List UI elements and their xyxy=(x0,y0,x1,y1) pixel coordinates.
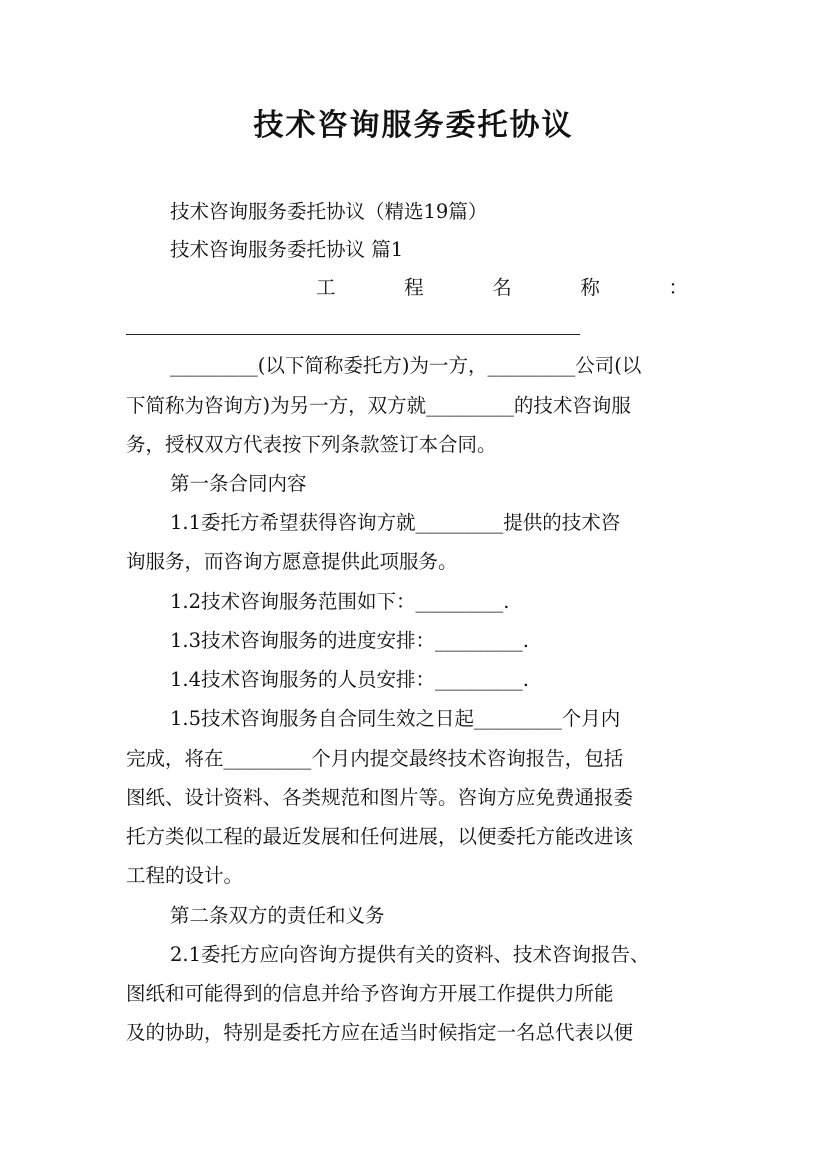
paragraph-line: 1.1委托方希望获得咨询方就_________提供的技术咨 xyxy=(170,511,621,534)
article-heading: 第一条合同内容 xyxy=(170,472,307,495)
paragraph-line: 1.5技术咨询服务自合同生效之日起_________个月内 xyxy=(170,707,621,730)
paragraph-line: 2.1委托方应向咨询方提供有关的资料、技术咨询报告、 xyxy=(170,943,650,966)
project-name-char: ： xyxy=(668,276,688,299)
document-title: 技术咨询服务委托协议 xyxy=(253,108,574,143)
project-name-blank xyxy=(126,334,580,335)
project-name-char: 名 xyxy=(492,276,512,299)
paragraph-line: 1.2技术咨询服务范围如下：_________. xyxy=(170,590,510,613)
paragraph-line: 托方类似工程的最近发展和任何进展，以便委托方能改进该 xyxy=(126,825,634,848)
paragraph-line: 询服务，而咨询方愿意提供此项服务。 xyxy=(126,550,458,573)
project-name-char: 程 xyxy=(404,276,424,299)
paragraph-line: 工程的设计。 xyxy=(126,864,244,887)
paragraph-line: 图纸、设计资料、各类规范和图片等。咨询方应免费通报委 xyxy=(126,786,634,809)
paragraph-line: 1.4技术咨询服务的人员安排：_________. xyxy=(170,668,529,691)
paragraph-line: 及的协助，特别是委托方应在适当时候指定一名总代表以便 xyxy=(126,1021,634,1044)
section-heading: 技术咨询服务委托协议 篇1 xyxy=(170,238,404,261)
project-name-char: 工 xyxy=(316,276,336,299)
project-name-char: 称 xyxy=(580,276,600,299)
document-subtitle: 技术咨询服务委托协议（精选19篇） xyxy=(170,200,488,223)
article-heading: 第二条双方的责任和义务 xyxy=(170,904,385,927)
paragraph-line: 务，授权双方代表按下列条款签订本合同。 xyxy=(126,433,497,456)
paragraph-line: _________(以下简称委托方)为一方，_________公司(以 xyxy=(170,354,642,377)
paragraph-line: 下简称为咨询方)为另一方，双方就_________的技术咨询服 xyxy=(126,394,631,417)
paragraph-line: 1.3技术咨询服务的进度安排：_________. xyxy=(170,629,529,652)
project-name-label xyxy=(316,276,688,300)
paragraph-line: 完成，将在_________个月内提交最终技术咨询报告，包括 xyxy=(126,747,624,770)
paragraph-line: 图纸和可能得到的信息并给予咨询方开展工作提供力所能 xyxy=(126,982,614,1005)
